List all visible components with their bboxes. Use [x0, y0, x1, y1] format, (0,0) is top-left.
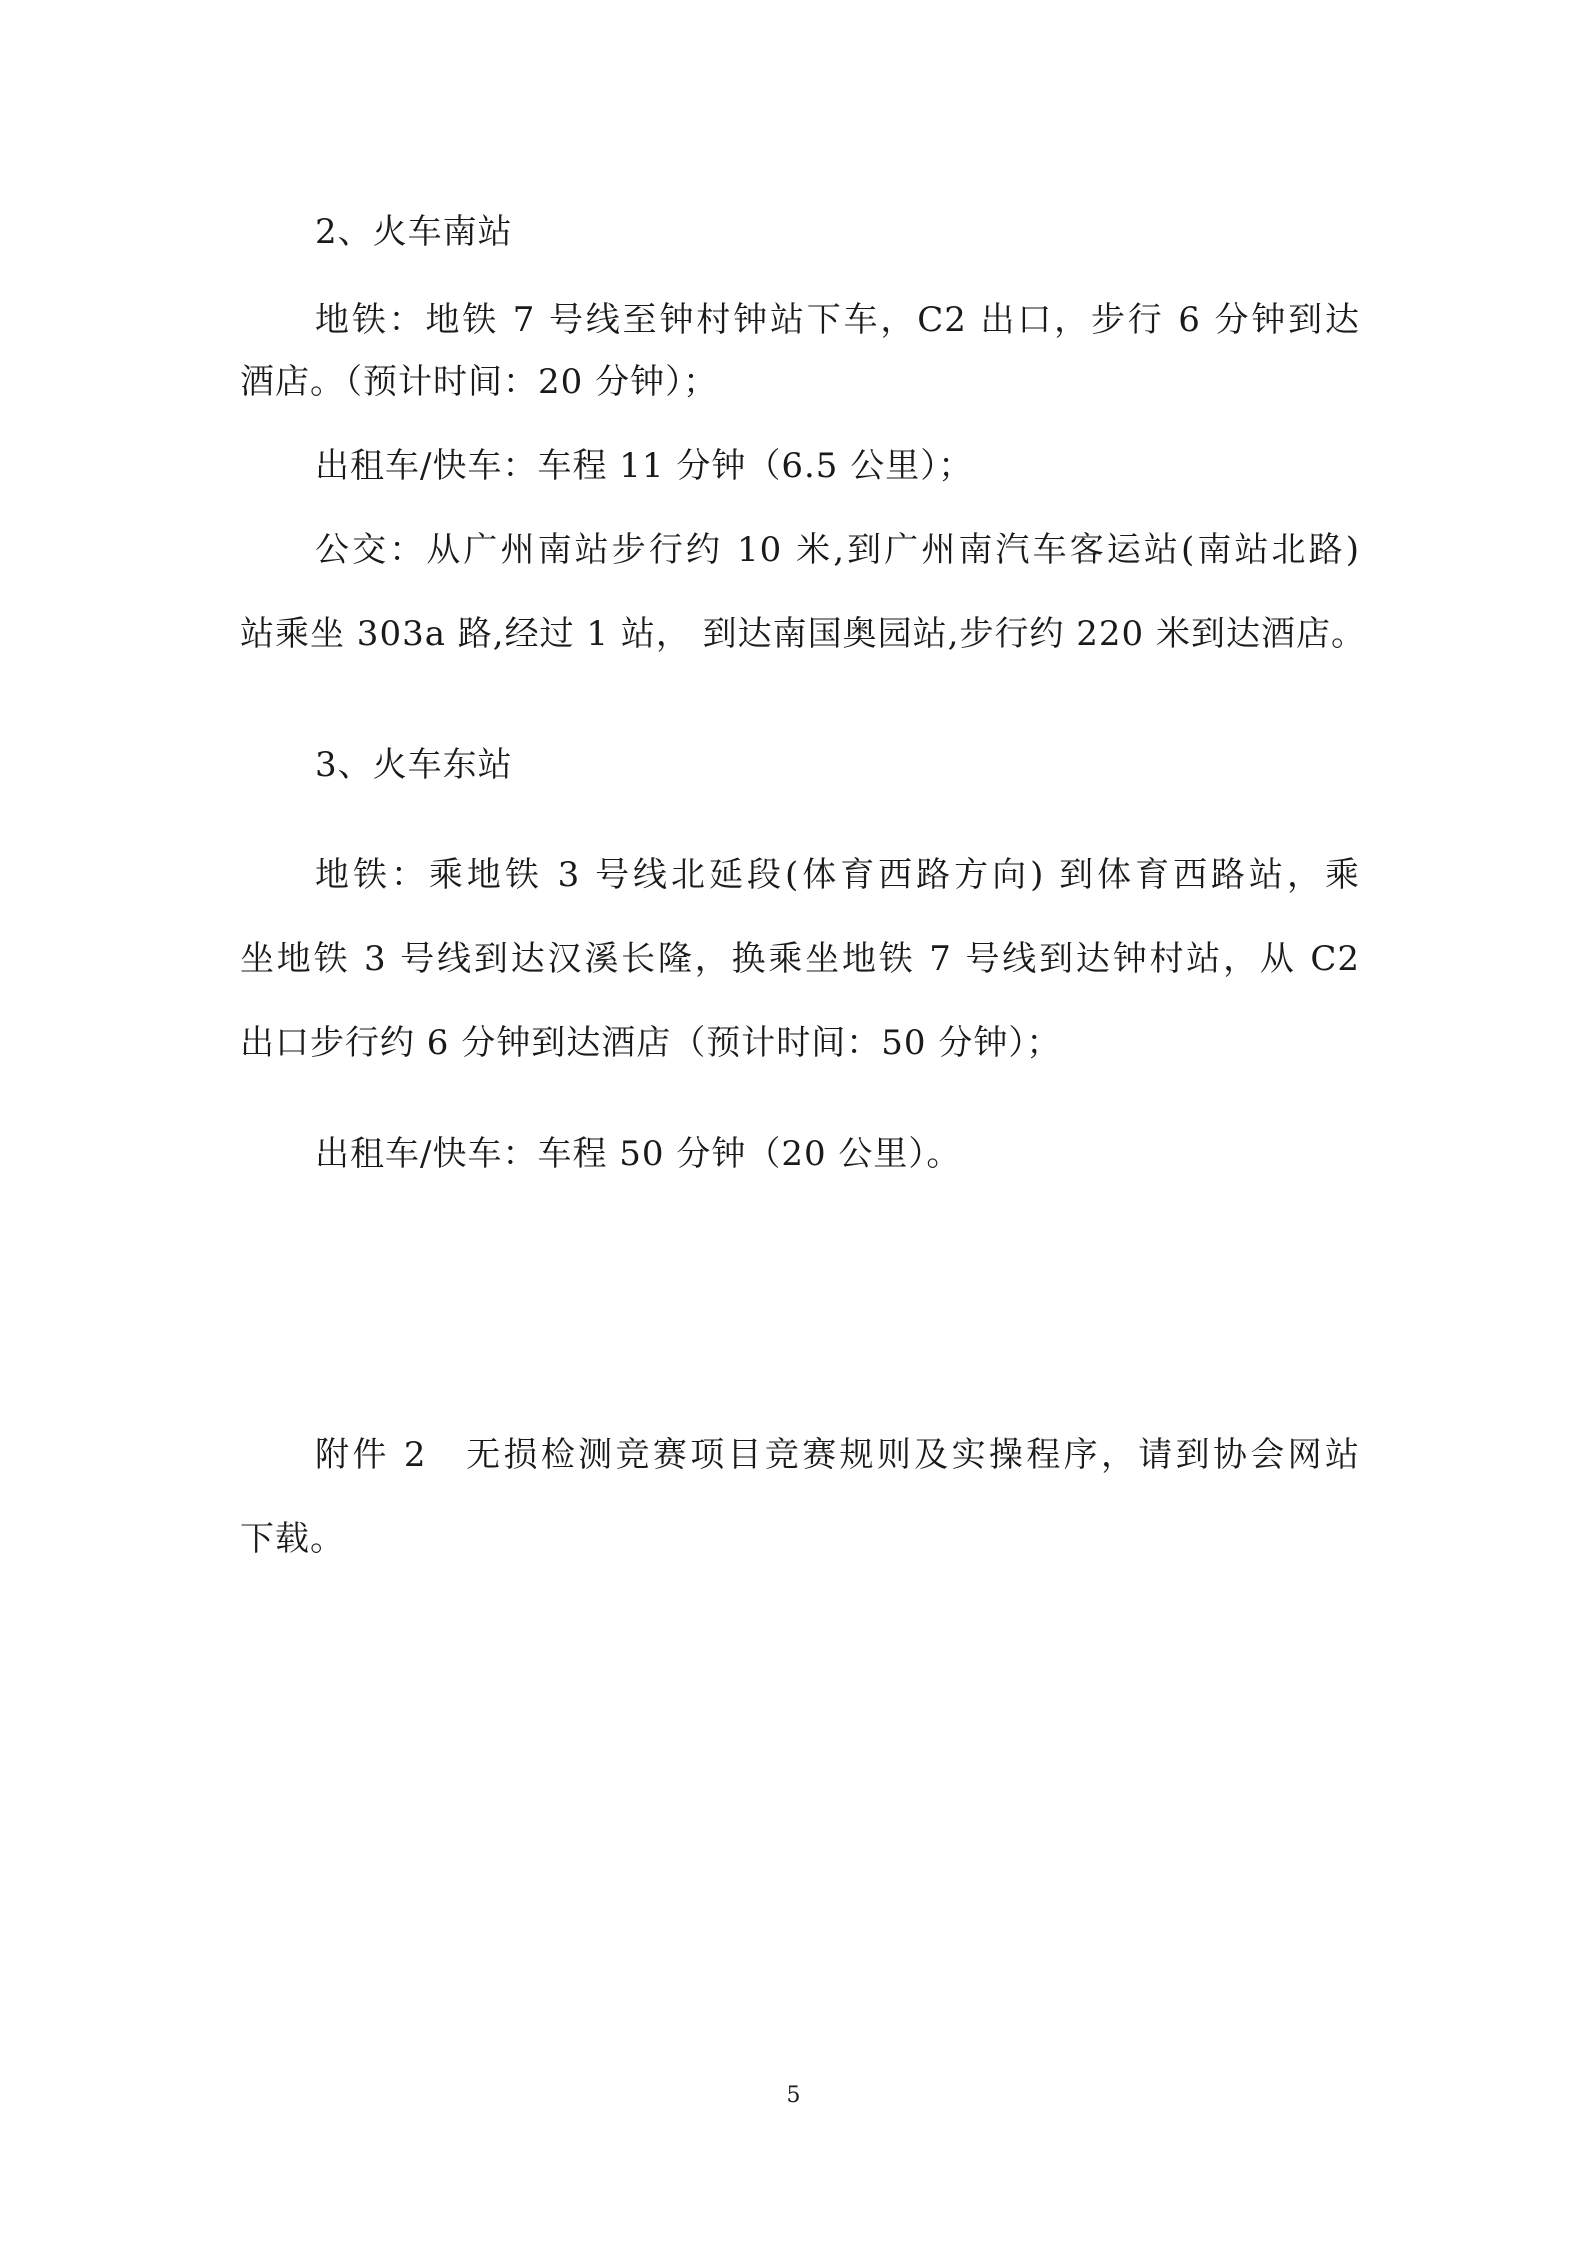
- south-station-bus-line-1: 公交：从广州南站步行约 10 米,到广州南汽车客运站(南站北路): [315, 530, 1360, 570]
- south-station-metro-line-2: 酒店。（预计时间：20 分钟）；: [240, 362, 719, 402]
- east-station-metro-line-3: 出口步行约 6 分钟到达酒店（预计时间：50 分钟）；: [240, 1023, 1062, 1063]
- east-station-taxi: 出租车/快车：车程 50 分钟（20 公里）。: [315, 1134, 962, 1174]
- page-number: 5: [786, 2083, 801, 2108]
- south-station-metro-line-1: 地铁：地铁 7 号线至钟村钟站下车，C2 出口，步行 6 分钟到达: [315, 300, 1360, 340]
- attachment-line-1: 附件 2 无损检测竞赛项目竞赛规则及实操程序，请到协会网站: [315, 1435, 1360, 1475]
- section-heading-east-station: 3、火车东站: [315, 745, 513, 785]
- south-station-taxi: 出租车/快车：车程 11 分钟（6.5 公里）；: [315, 446, 974, 486]
- east-station-metro-line-1: 地铁：乘地铁 3 号线北延段(体育西路方向) 到体育西路站，乘: [315, 855, 1360, 895]
- south-station-bus-line-2: 站乘坐 303a 路,经过 1 站， 到达南国奥园站,步行约 220 米到达酒店。: [240, 614, 1366, 654]
- section-heading-south-station: 2、火车南站: [315, 212, 513, 252]
- east-station-metro-line-2: 坐地铁 3 号线到达汉溪长隆，换乘坐地铁 7 号线到达钟村站，从 C2: [240, 939, 1360, 979]
- attachment-line-2: 下载。: [240, 1519, 345, 1559]
